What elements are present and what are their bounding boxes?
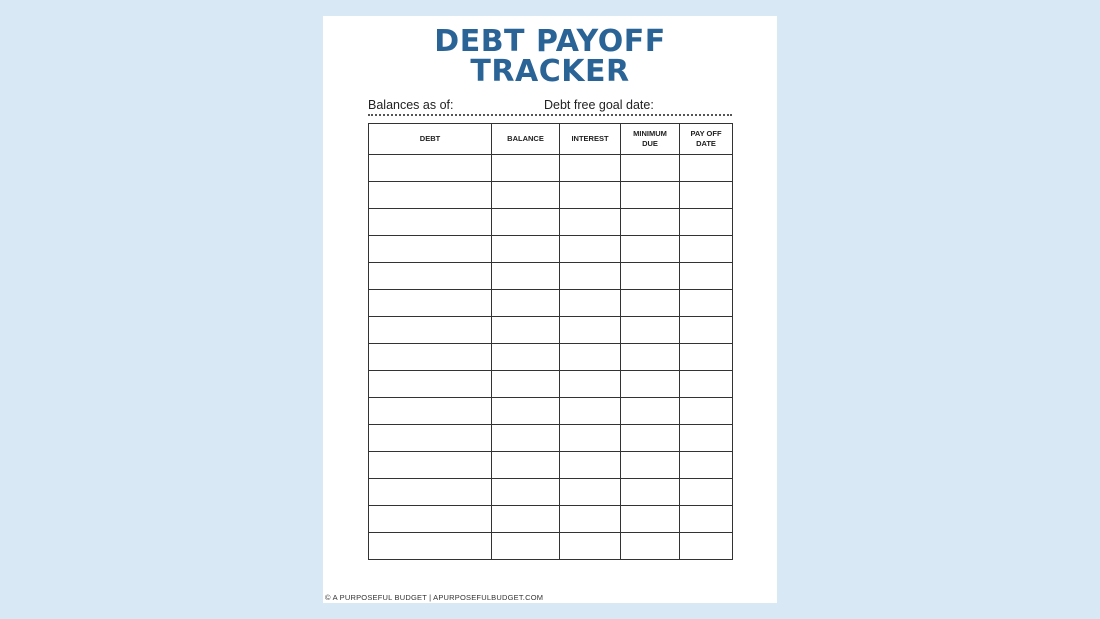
cell-minimum-due xyxy=(621,425,680,452)
cell-interest xyxy=(560,209,621,236)
cell-balance xyxy=(492,371,560,398)
table-row xyxy=(369,290,733,317)
cell-pay-off-date xyxy=(680,263,733,290)
table-row xyxy=(369,209,733,236)
cell-minimum-due xyxy=(621,263,680,290)
footer-credit: © A PURPOSEFUL BUDGET | APURPOSEFULBUDGET.COM xyxy=(325,593,544,602)
table-row xyxy=(369,533,733,560)
cell-minimum-due xyxy=(621,371,680,398)
table-row xyxy=(369,452,733,479)
cell-balance xyxy=(492,263,560,290)
cell-debt xyxy=(369,290,492,317)
cell-minimum-due xyxy=(621,236,680,263)
cell-minimum-due xyxy=(621,344,680,371)
column-header-balance: BALANCE xyxy=(492,124,560,155)
table-body xyxy=(369,155,733,560)
cell-pay-off-date xyxy=(680,425,733,452)
cell-balance xyxy=(492,506,560,533)
table-row xyxy=(369,317,733,344)
cell-balance xyxy=(492,425,560,452)
minimum-due-text: MINIMUM DUE xyxy=(633,129,667,148)
table-row xyxy=(369,398,733,425)
cell-debt xyxy=(369,209,492,236)
cell-minimum-due xyxy=(621,209,680,236)
table-row xyxy=(369,344,733,371)
cell-pay-off-date xyxy=(680,452,733,479)
cell-interest xyxy=(560,236,621,263)
table-row xyxy=(369,182,733,209)
cell-minimum-due xyxy=(621,479,680,506)
cell-debt xyxy=(369,452,492,479)
cell-debt xyxy=(369,533,492,560)
cell-minimum-due xyxy=(621,155,680,182)
cell-minimum-due xyxy=(621,452,680,479)
cell-pay-off-date xyxy=(680,236,733,263)
table-row xyxy=(369,425,733,452)
cell-interest xyxy=(560,263,621,290)
cell-interest xyxy=(560,425,621,452)
cell-debt xyxy=(369,479,492,506)
cell-balance xyxy=(492,452,560,479)
cell-pay-off-date xyxy=(680,506,733,533)
cell-debt xyxy=(369,344,492,371)
cell-interest xyxy=(560,479,621,506)
cell-balance xyxy=(492,317,560,344)
debt-free-goal-date-label: Debt free goal date: xyxy=(544,98,654,112)
column-header-minimum-due xyxy=(621,124,680,155)
table-row xyxy=(369,263,733,290)
title-line-2: TRACKER xyxy=(470,54,630,89)
cell-minimum-due xyxy=(621,398,680,425)
column-header-pay-off-date xyxy=(680,124,733,155)
table-row xyxy=(369,155,733,182)
cell-balance xyxy=(492,398,560,425)
printable-sheet xyxy=(323,16,777,603)
cell-balance xyxy=(492,290,560,317)
debt-tracker-table xyxy=(368,123,733,560)
cell-balance xyxy=(492,155,560,182)
header-fields xyxy=(368,98,732,116)
cell-pay-off-date xyxy=(680,398,733,425)
cell-pay-off-date xyxy=(680,317,733,344)
cell-interest xyxy=(560,452,621,479)
cell-pay-off-date xyxy=(680,290,733,317)
cell-interest xyxy=(560,506,621,533)
cell-interest xyxy=(560,344,621,371)
title-line-1: DEBT PAYOFF xyxy=(434,24,666,59)
cell-interest xyxy=(560,371,621,398)
cell-pay-off-date xyxy=(680,344,733,371)
cell-interest xyxy=(560,317,621,344)
cell-debt xyxy=(369,425,492,452)
pay-off-date-text: PAY OFF DATE xyxy=(690,129,722,148)
cell-balance xyxy=(492,182,560,209)
cell-interest xyxy=(560,290,621,317)
cell-pay-off-date xyxy=(680,479,733,506)
cell-balance xyxy=(492,533,560,560)
cell-balance xyxy=(492,344,560,371)
cell-balance xyxy=(492,236,560,263)
table-row xyxy=(369,506,733,533)
cell-debt xyxy=(369,371,492,398)
cell-debt xyxy=(369,317,492,344)
cell-minimum-due xyxy=(621,533,680,560)
cell-pay-off-date xyxy=(680,371,733,398)
table-header-row xyxy=(369,124,733,155)
cell-pay-off-date xyxy=(680,182,733,209)
column-header-interest: INTEREST xyxy=(560,124,621,155)
page-title xyxy=(323,24,777,89)
cell-interest xyxy=(560,398,621,425)
cell-interest xyxy=(560,533,621,560)
cell-debt xyxy=(369,155,492,182)
cell-minimum-due xyxy=(621,317,680,344)
cell-balance xyxy=(492,209,560,236)
balances-as-of-label: Balances as of: xyxy=(368,98,454,112)
cell-pay-off-date xyxy=(680,155,733,182)
cell-interest xyxy=(560,182,621,209)
table-row xyxy=(369,236,733,263)
cell-interest xyxy=(560,155,621,182)
cell-debt xyxy=(369,263,492,290)
cell-debt xyxy=(369,398,492,425)
cell-balance xyxy=(492,479,560,506)
cell-minimum-due xyxy=(621,290,680,317)
table-row xyxy=(369,479,733,506)
cell-minimum-due xyxy=(621,182,680,209)
table-row xyxy=(369,371,733,398)
column-header-debt: DEBT xyxy=(369,124,492,155)
cell-debt xyxy=(369,182,492,209)
cell-pay-off-date xyxy=(680,533,733,560)
cell-debt xyxy=(369,506,492,533)
cell-pay-off-date xyxy=(680,209,733,236)
cell-minimum-due xyxy=(621,506,680,533)
cell-debt xyxy=(369,236,492,263)
